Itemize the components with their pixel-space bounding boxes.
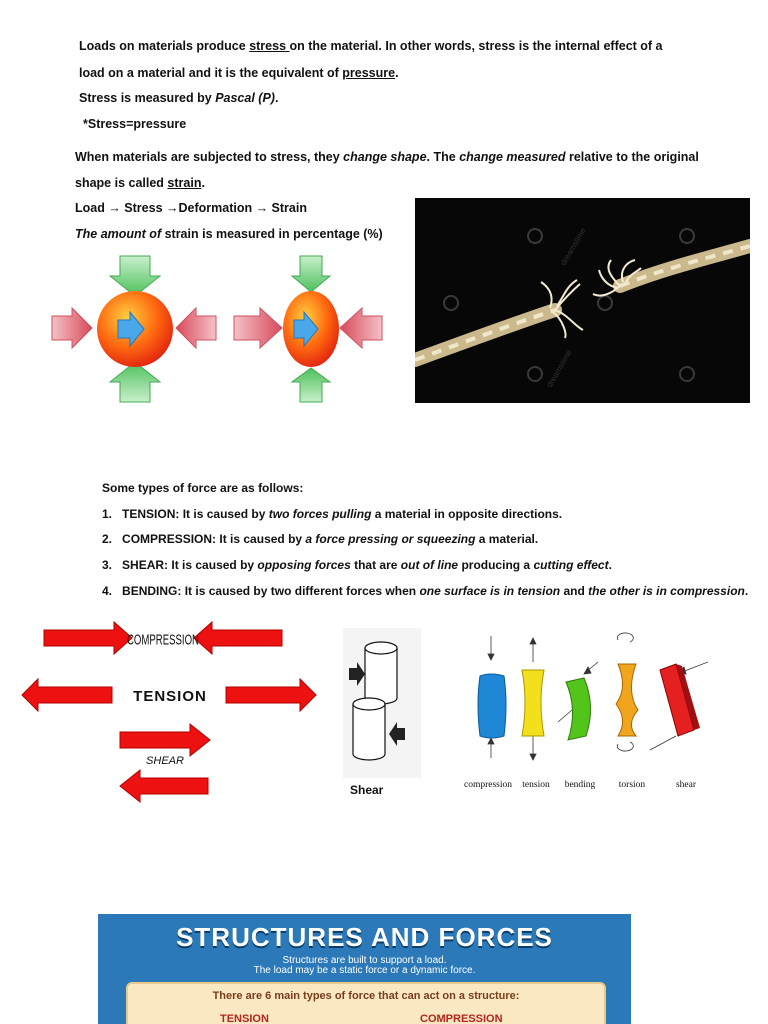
tension-label: TENSION	[133, 688, 207, 705]
watermark-text: dreamstime	[544, 348, 574, 389]
shear-label: SHEAR	[146, 755, 184, 767]
intro-text: .	[274, 91, 279, 105]
force-item-tension	[102, 507, 562, 521]
shear-cylinder-diagram	[343, 628, 421, 778]
item-emphasis: opposing forces	[257, 558, 351, 572]
red-arrows-diagram	[20, 618, 320, 804]
force-item-compression	[102, 532, 538, 546]
intro-text: . The	[426, 150, 460, 164]
item-text: It is caused by	[216, 532, 306, 546]
strain-term: strain	[167, 176, 202, 190]
item-emphasis: out of line	[400, 558, 459, 572]
item-text: It is caused by	[168, 558, 258, 572]
poster-subtitle-2: The load may be a static force or a dynamic force.	[253, 965, 476, 976]
item-text: .	[744, 584, 749, 598]
block-label-tension: tension	[522, 780, 550, 790]
intro-text: Stress is measured by	[79, 91, 216, 105]
change-measured-term: change measured	[459, 150, 566, 164]
tension-arrow-right	[226, 679, 316, 711]
item-number: 4.	[102, 584, 113, 598]
poster-tension-label: TENSION	[220, 1013, 269, 1024]
breaking-rope-photo	[415, 198, 750, 403]
item-text: a material in opposite directions.	[371, 507, 563, 521]
block-label-compression: compression	[463, 780, 513, 790]
intro-line-1	[79, 39, 663, 53]
intro-text: relative to the original	[565, 150, 699, 164]
item-term: SHEAR:	[122, 558, 169, 572]
poster-box-title: There are 6 main types of force that can act on a structure:	[212, 990, 520, 1002]
item-text: a material.	[475, 532, 539, 546]
squeezed-ball	[234, 256, 382, 402]
intro-text: load on a material and it is the equivalent of	[79, 66, 343, 80]
force-item-bending	[102, 584, 748, 598]
intro-line-6	[75, 176, 205, 190]
intro-text: strain is measured in percentage (%)	[164, 227, 383, 241]
shear-arrow-right	[120, 724, 210, 756]
intro-line-3	[79, 91, 278, 105]
item-text: that are	[350, 558, 401, 572]
round-ball	[52, 256, 216, 402]
intro-text: The amount of	[75, 227, 165, 241]
item-emphasis: a force pressing or squeezing	[305, 532, 476, 546]
squeeze-diagram	[48, 252, 386, 406]
intro-line-7: Load → Stress →Deformation → Strain	[75, 201, 307, 215]
intro-line-8	[75, 227, 383, 241]
intro-text: shape is called	[75, 176, 168, 190]
item-text: producing a	[458, 558, 534, 572]
item-text: and	[560, 584, 589, 598]
item-number: 3.	[102, 558, 113, 572]
change-shape-term: change shape	[343, 150, 427, 164]
intro-line-2	[79, 66, 399, 80]
compression-arrow-right	[44, 622, 132, 654]
watermark-text: dreamstime	[558, 226, 588, 267]
item-number: 2.	[102, 532, 113, 546]
item-term: TENSION:	[122, 507, 180, 521]
poster-info-box	[126, 982, 606, 1024]
item-emphasis: one surface is in tension	[419, 584, 561, 598]
compression-label: COMPRESSION	[127, 631, 200, 648]
item-text: .	[608, 558, 612, 572]
shear-arrow-left	[120, 770, 208, 802]
item-term: BENDING:	[122, 584, 182, 598]
item-emphasis: two forces pulling	[268, 507, 372, 521]
intro-line-5	[75, 150, 699, 164]
structures-forces-poster	[98, 914, 631, 1024]
pressure-term: pressure	[342, 66, 396, 80]
item-emphasis: the other is in compression	[588, 584, 745, 598]
pascal-term: Pascal (P)	[215, 91, 275, 105]
stress-term: stress	[249, 39, 290, 53]
block-label-shear: shear	[675, 780, 697, 790]
item-term: COMPRESSION:	[122, 532, 217, 546]
item-text: It is caused by	[179, 507, 269, 521]
poster-subtitle-1: Structures are built to support a load.	[282, 955, 447, 966]
poster-compression-label: COMPRESSION	[420, 1013, 503, 1024]
intro-text: .	[201, 176, 205, 190]
block-label-bending: bending	[564, 780, 596, 790]
forces-heading: Some types of force are as follows:	[102, 481, 304, 495]
intro-text: on the material. In other words, stress is the internal effect of a	[289, 39, 663, 53]
force-item-shear	[102, 558, 612, 572]
intro-text: Loads on materials produce	[79, 39, 250, 53]
item-emphasis: cutting effect	[533, 558, 609, 572]
item-number: 1.	[102, 507, 113, 521]
tension-arrow-left	[22, 679, 112, 711]
shear-caption: Shear	[350, 783, 384, 797]
item-text: It is caused by two different forces when	[181, 584, 420, 598]
block-label-torsion: torsion	[618, 780, 646, 790]
intro-text: When materials are subjected to stress, they	[75, 150, 344, 164]
intro-text: .	[395, 66, 399, 80]
compression-arrow-left	[194, 622, 282, 654]
intro-line-4: *Stress=pressure	[83, 117, 187, 131]
poster-title: STRUCTURES AND FORCES	[176, 922, 553, 952]
stress-blocks-diagram	[458, 632, 708, 762]
